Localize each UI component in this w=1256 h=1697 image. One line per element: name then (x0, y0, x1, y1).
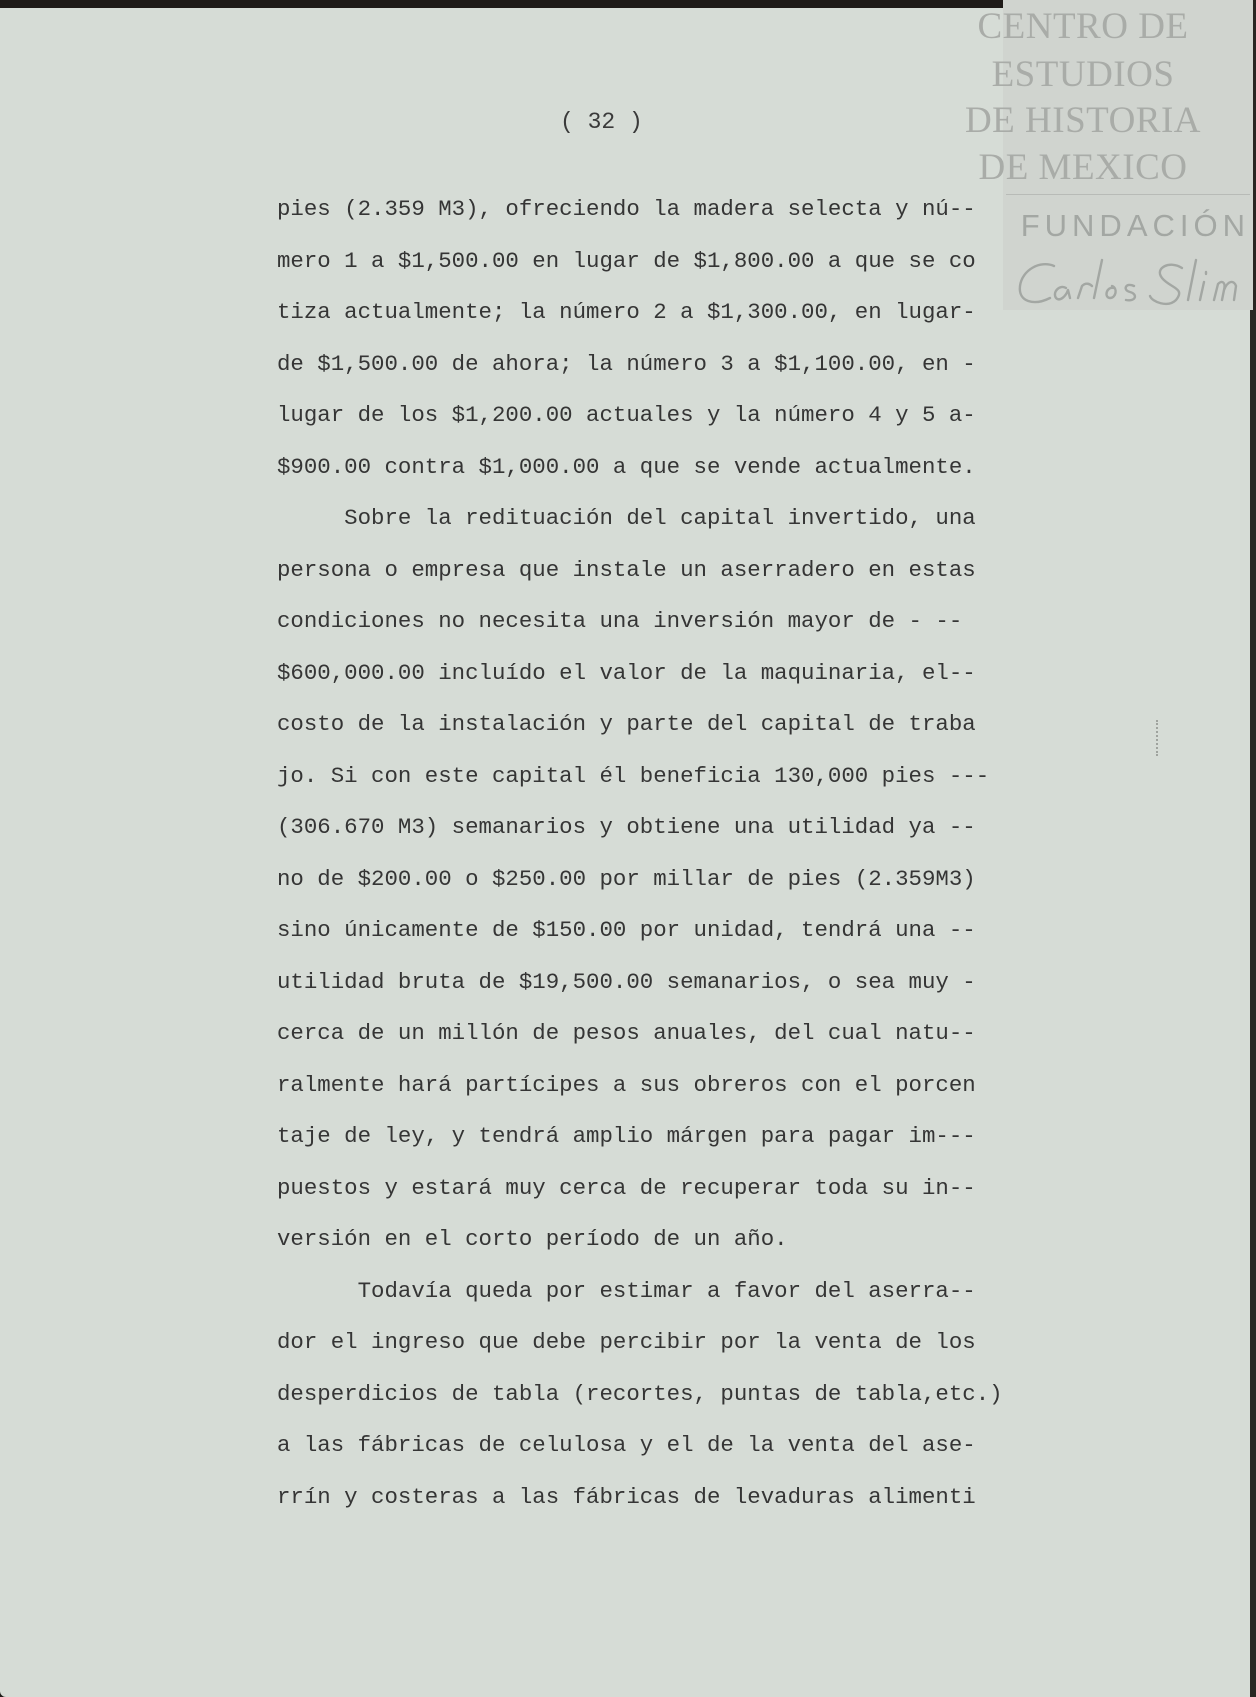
text-line: pies (2.359 M3), ofreciendo la madera selecta y nú-- (277, 196, 976, 222)
text-line: utilidad bruta de $19,500.00 semanarios, o sea muy - (277, 968, 976, 995)
text-line: puestos y estará muy cerca de recuperar toda su in-- (277, 1174, 976, 1201)
text-line: (306.670 M3) semanarios y obtiene una utilidad ya -- (277, 814, 976, 840)
stamp-line-2: ESTUDIOS (991, 54, 1175, 95)
text-line: condiciones no necesita una inversión mayor de - -- (277, 608, 963, 634)
text-line: $600,000.00 incluído el valor de la maquinaria, el-- (277, 659, 976, 686)
text-line: mero 1 a $1,500.00 en lugar de $1,800.00 a que se co (277, 247, 976, 274)
text-line: desperdicios de tabla (recortes, puntas de tabla,etc.) (277, 1380, 1003, 1407)
stamp-line-1: CENTRO DE (977, 6, 1189, 47)
text-line: ralmente hará partícipes a sus obreros con el porcen (277, 1071, 976, 1098)
text-line: tiza actualmente; la número 2 a $1,300.00, en lugar- (277, 299, 976, 325)
text-line: dor el ingreso que debe percibir por la venta de los (277, 1329, 976, 1355)
text-line: costo de la instalación y parte del capital de traba (277, 711, 976, 737)
page-number: ( 32 ) (560, 109, 643, 135)
margin-mark (1156, 720, 1161, 756)
text-line: versión en el corto período de un año. (277, 1226, 788, 1252)
text-line: rrín y costeras a las fábricas de levaduras alimenti (277, 1483, 976, 1510)
text-line: jo. Si con este capital él beneficia 130,000 pies --- (277, 762, 990, 789)
text-line: Sobre la redituación del capital invertido, una (277, 505, 976, 531)
text-line: taje de ley, y tendrá amplio márgen para pagar im--- (277, 1123, 976, 1149)
text-line: no de $200.00 o $250.00 por millar de pies (2.359M3) (277, 865, 976, 892)
foundation-name: FUNDACIÓN (1020, 208, 1250, 243)
text-line: $900.00 contra $1,000.00 a que se vende actualmente. (277, 453, 976, 480)
typewritten-body (277, 184, 1137, 1523)
text-line: persona o empresa que instale un aserradero en estas (277, 556, 976, 583)
text-line: a las fábricas de celulosa y el de la venta del ase- (277, 1432, 976, 1458)
text-line: cerca de un millón de pesos anuales, del cual natu-- (277, 1020, 976, 1046)
stamp-line-3: DE HISTORIA (964, 100, 1202, 141)
stamp-line-4: DE MEXICO (978, 147, 1188, 188)
text-line: Todavía queda por estimar a favor del aserra-- (277, 1277, 976, 1304)
text-line: sino únicamente de $150.00 por unidad, tendrá una -- (277, 917, 976, 943)
text-line: lugar de los $1,200.00 actuales y la número 4 y 5 a- (277, 402, 976, 428)
text-line: de $1,500.00 de ahora; la número 3 a $1,100.00, en - (277, 350, 976, 377)
